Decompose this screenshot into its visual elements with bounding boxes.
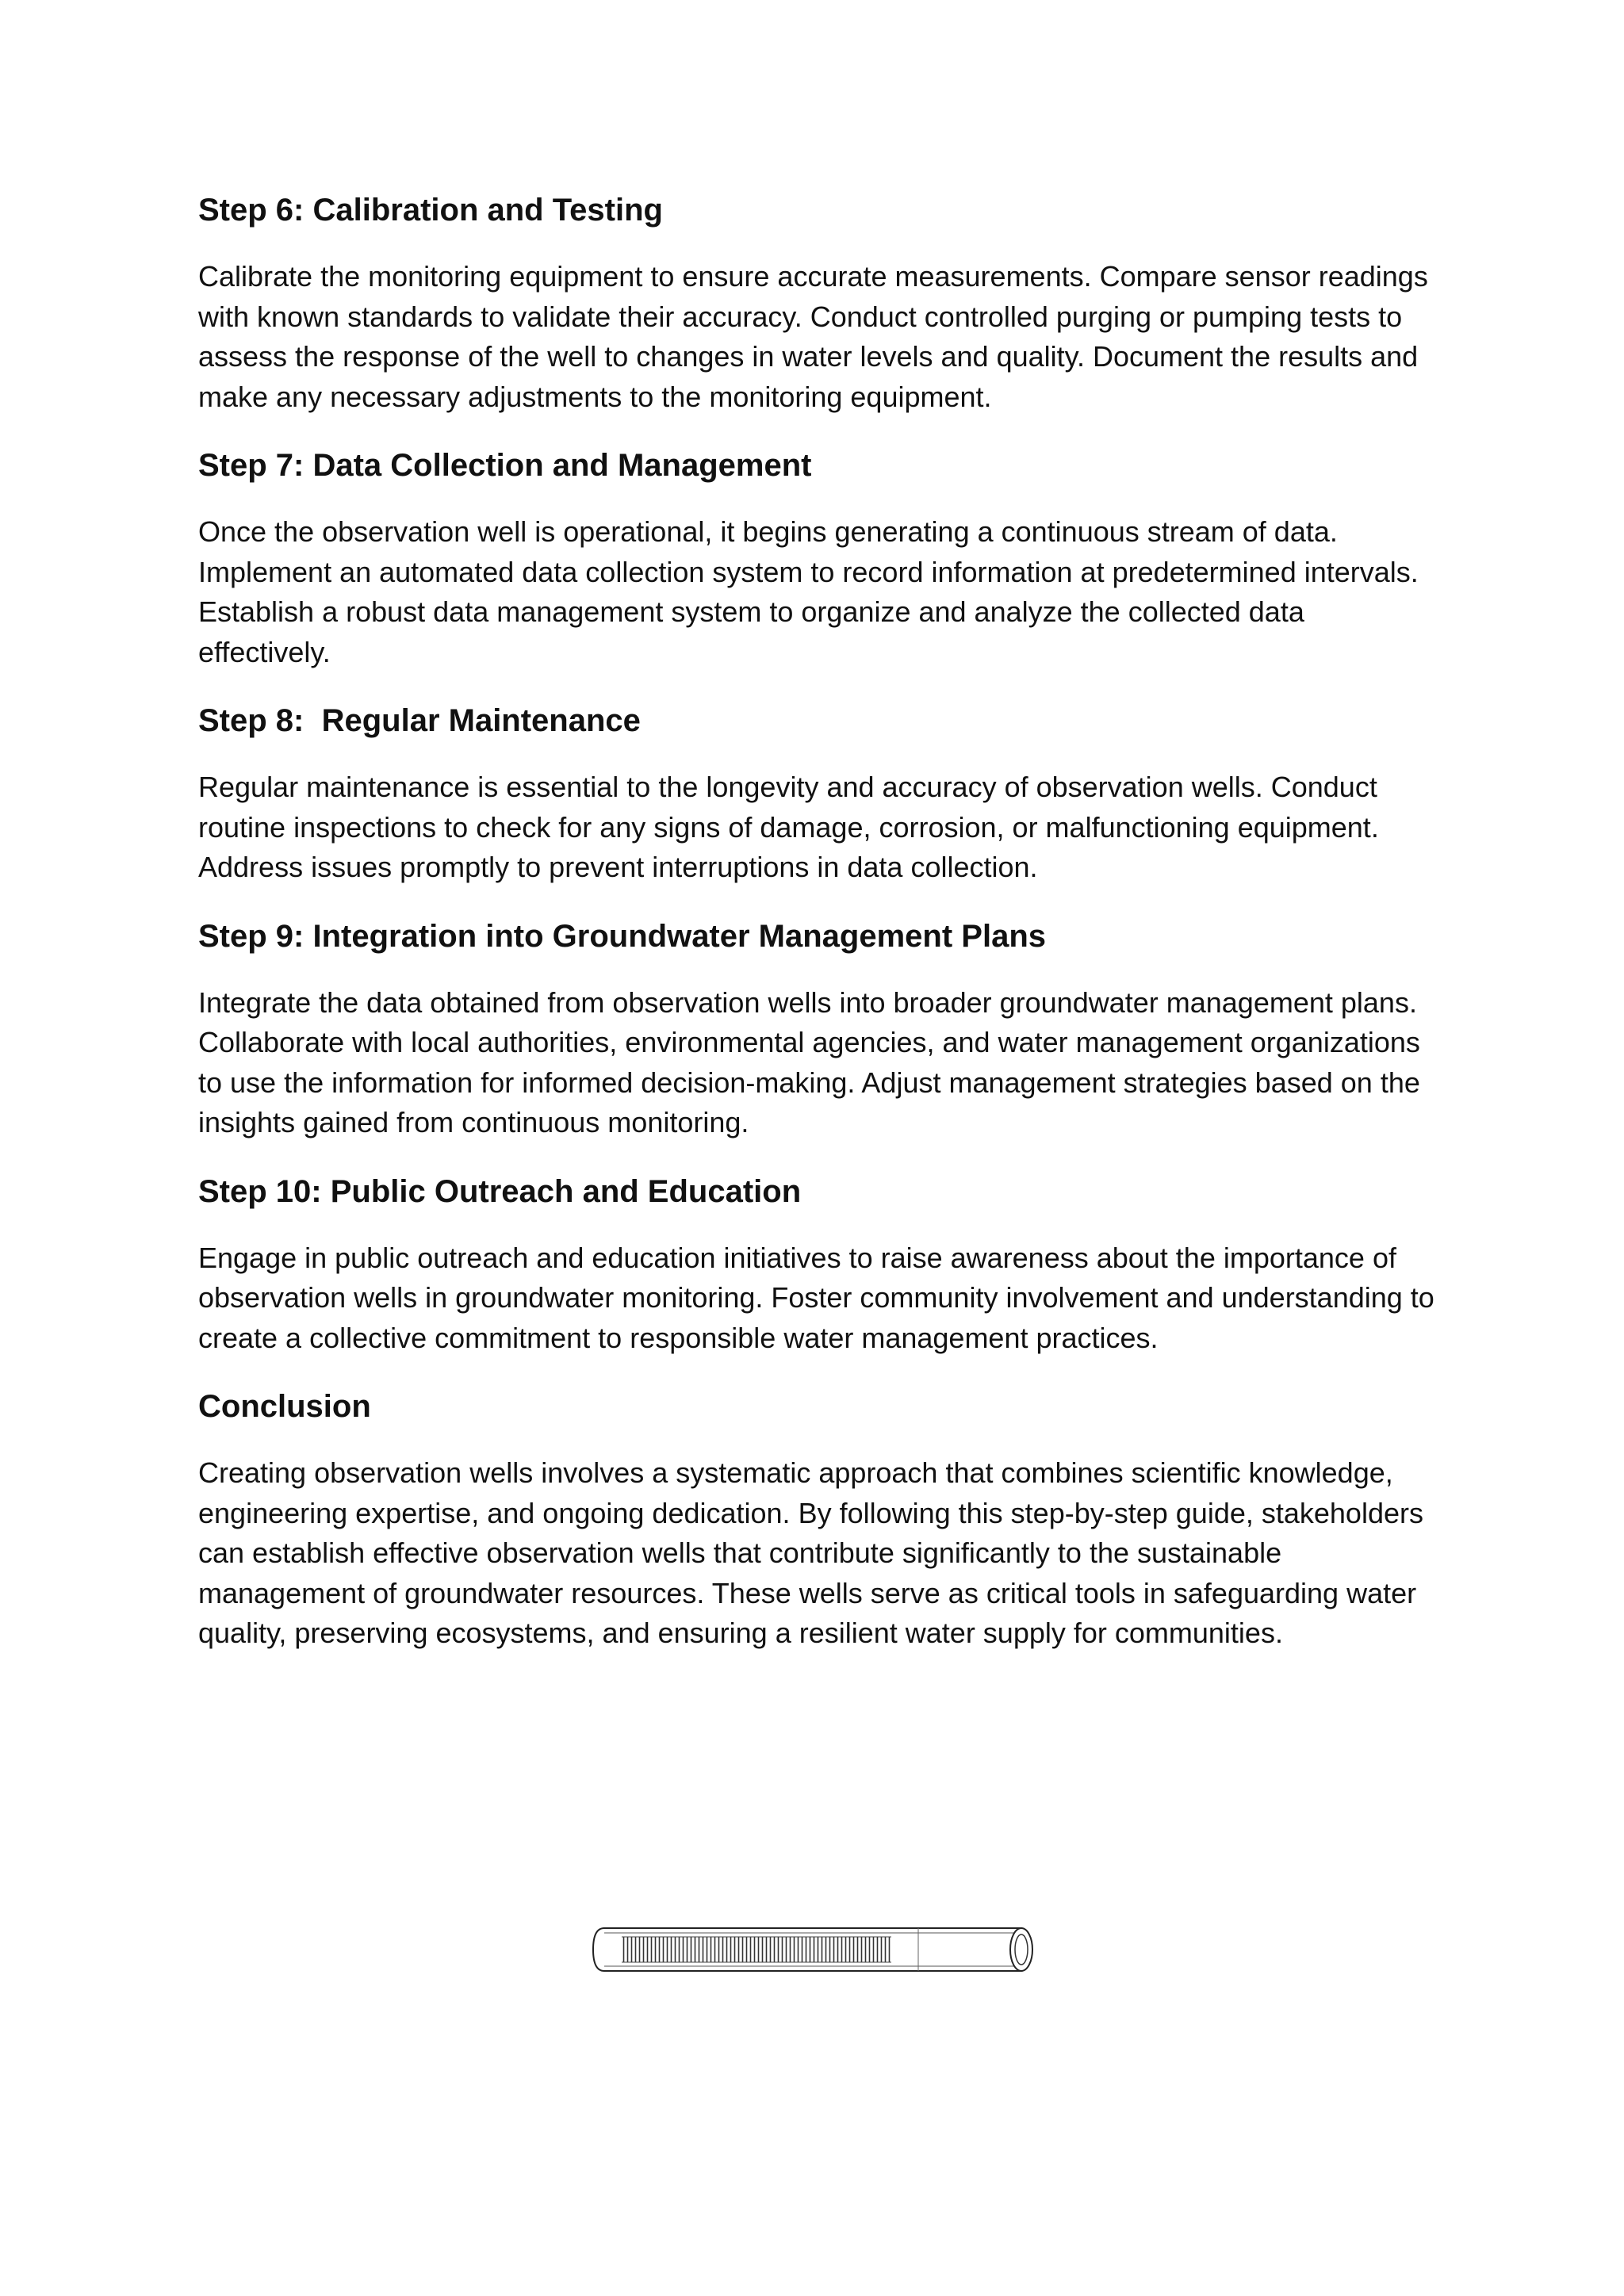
section-heading: Step 6: Calibration and Testing — [198, 193, 663, 228]
section-heading: Step 8: Regular Maintenance — [198, 703, 641, 738]
section-heading: Step 9: Integration into Groundwater Management Plans — [198, 918, 1047, 954]
section-paragraph: Creating observation wells involves a systematic approach that combines scientific knowledge, engineering expertise, and ongoing dedication. By following this step-by-step guide, stakeholders can establish effective observation wells that contribute significantly to the sustainable management of groundwater resources. These wells serve as critical tools in safeguarding water quality, preserving ecosystems, and ensuring a resilient water supply for communities. — [198, 1456, 1423, 1649]
section-step-6 — [198, 190, 1435, 417]
section-paragraph: Engage in public outreach and education initiatives to raise awareness about the importance of observation wells in groundwater monitoring. Foster community involvement and understanding to create a collective commitment to responsible water management practices. — [198, 1241, 1434, 1354]
section-heading: Step 10: Public Outreach and Education — [198, 1173, 802, 1209]
section-paragraph: Once the observation well is operational, it begins generating a continuous stream of data. Implement an automated data collection system to record information at predetermined intervals. Establish a robust data management system to organize and analyze the collected data effectively. — [198, 515, 1419, 668]
section-step-8 — [198, 701, 1435, 888]
section-heading: Conclusion — [198, 1389, 371, 1424]
document-page — [198, 190, 1435, 1682]
section-conclusion — [198, 1387, 1435, 1654]
section-step-10 — [198, 1172, 1435, 1359]
section-step-9 — [198, 916, 1435, 1143]
section-heading: Step 7: Data Collection and Management — [198, 448, 812, 483]
section-paragraph: Calibrate the monitoring equipment to ensure accurate measurements. Compare sensor readings with known standards to validate their accuracy. Conduct controlled purging or pumping tests to assess the response of the well to changes in water levels and quality. Document the results and make any necessary adjustments to the monitoring equipment. — [198, 260, 1428, 413]
well-screen-pipe-icon — [587, 1911, 1047, 1974]
section-paragraph: Regular maintenance is essential to the longevity and accuracy of observation wells. Conduct routine inspections to check for any signs of damage, corrosion, or malfunctioning equipment. Address issues promptly to prevent interruptions in data collection. — [198, 771, 1379, 883]
section-step-7 — [198, 446, 1435, 672]
section-paragraph: Integrate the data obtained from observation wells into broader groundwater management plans. Collaborate with local authorities, environmental agencies, and water management organizations to use the information for informed decision-making. Adjust management strategies based on the insights gained from continuous monitoring. — [198, 985, 1420, 1138]
